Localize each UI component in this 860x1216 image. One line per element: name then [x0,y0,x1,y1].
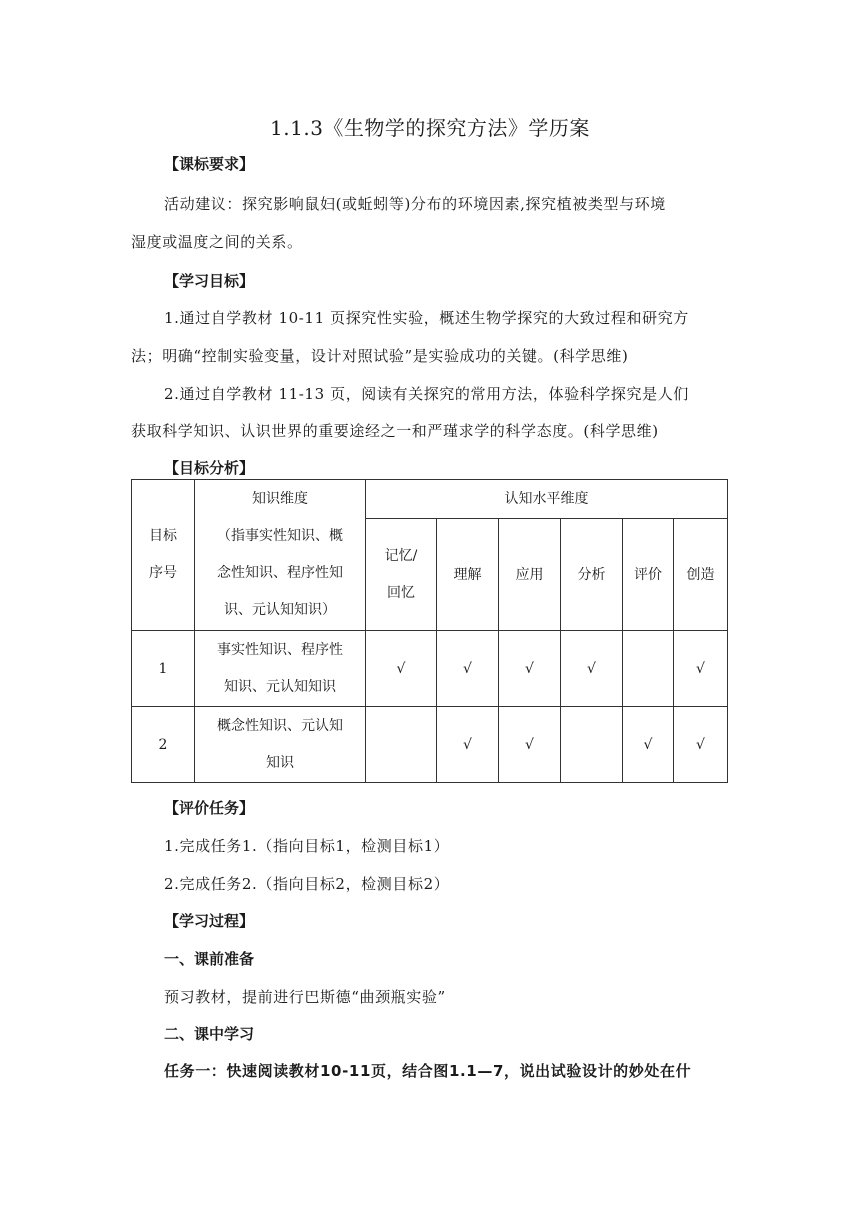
table-row [132,631,728,707]
check-analyze [561,707,623,783]
check-apply: √ [499,631,561,707]
header-create: 创造 [674,519,728,631]
row-knowledge-line2: 知识 [266,754,294,771]
row-goal-id: 2 [132,707,195,783]
objective-1-line2: 法；明确“控制实验变量，设计对照试验”是实验成功的关键。(科学思维) [131,347,629,365]
header-knowledge-line2: （指事实性知识、概 [217,528,343,544]
standards-heading: 【课标要求】 [164,155,255,173]
objective-1-line1: 1.通过自学教材 10-11 页探究性实验，概述生物学探究的大致过程和研究方 [164,309,689,327]
header-memory [366,519,437,631]
row-knowledge-line1: 事实性知识、程序性 [217,641,343,658]
header-evaluate: 评价 [623,519,674,631]
header-knowledge-line3: 念性知识、程序性知 [217,565,343,581]
standards-text-line1: 活动建议：探究影响鼠妇(或蚯蚓等)分布的环境因素,探究植被类型与环境 [164,195,666,213]
task-1-text: 任务一：快速阅读教材10-11页，结合图1.1—7，说出试验设计的妙处在什 [164,1062,692,1080]
document-title: 1.1.3《生物学的探究方法》学历案 [270,116,590,140]
header-goal-line2: 序号 [149,565,177,581]
row-goal-id: 1 [132,631,195,707]
goal-analysis-table [131,479,728,783]
header-understand: 理解 [437,519,499,631]
evaluation-heading: 【评价任务】 [164,799,255,817]
check-evaluate [623,631,674,707]
process-heading: 【学习过程】 [164,912,255,930]
row-knowledge-line2: 知识、元认知知识 [224,678,336,695]
check-evaluate: √ [623,707,674,783]
standards-text-line2: 湿度或温度之间的关系。 [131,233,303,251]
header-apply: 应用 [499,519,561,631]
table-row [132,707,728,783]
objectives-heading: 【学习目标】 [164,272,255,290]
row-knowledge [195,707,366,783]
header-goal-line1: 目标 [149,528,177,544]
evaluation-task-2: 2.完成任务2.（指向目标2，检测目标2） [164,875,450,893]
analysis-heading: 【目标分析】 [164,459,255,477]
check-create: √ [674,707,728,783]
pre-class-text: 预习教材，提前进行巴斯德“曲颈瓶实验” [164,988,446,1006]
check-understand: √ [437,631,499,707]
header-knowledge-line1: 知识维度 [252,491,308,507]
header-analyze: 分析 [561,519,623,631]
evaluation-task-1: 1.完成任务1.（指向目标1，检测目标1） [164,837,450,855]
check-analyze: √ [561,631,623,707]
check-memory: √ [366,631,437,707]
check-apply: √ [499,707,561,783]
in-class-heading: 二、课中学习 [164,1025,255,1043]
row-knowledge [195,631,366,707]
header-goal-number [132,480,195,631]
header-cognitive-level: 认知水平维度 [366,480,728,519]
check-create: √ [674,631,728,707]
objective-2-line1: 2.通过自学教材 11-13 页，阅读有关探究的常用方法，体验科学探究是人们 [164,385,689,403]
pre-class-heading: 一、课前准备 [164,950,255,968]
header-knowledge-line4: 识、元认知知识） [224,602,336,618]
check-memory [366,707,437,783]
header-memory-line1: 记忆/ [384,547,418,564]
check-understand: √ [437,707,499,783]
row-knowledge-line1: 概念性知识、元认知 [217,717,343,734]
header-memory-line2: 回忆 [387,584,415,601]
objective-2-line2: 获取科学知识、认识世界的重要途经之一和严瑾求学的科学态度。(科学思维) [131,422,659,440]
header-knowledge-dimension [195,480,366,631]
